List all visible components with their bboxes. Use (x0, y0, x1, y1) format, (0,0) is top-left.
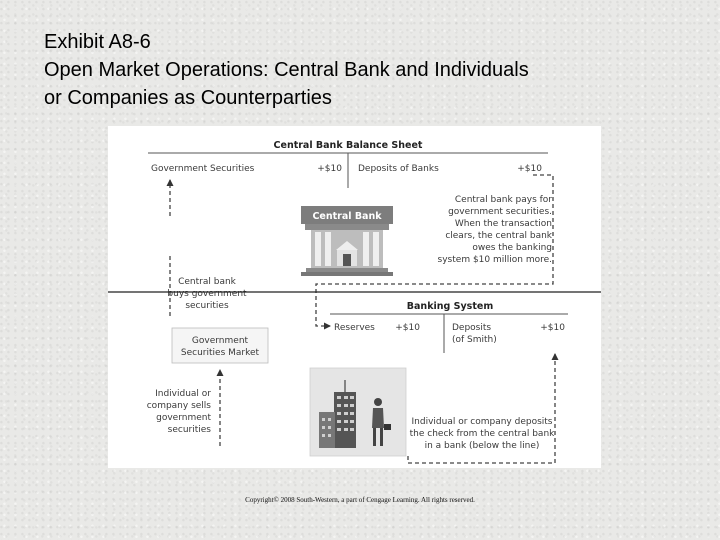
central-bank-pays-note (438, 195, 553, 265)
svg-text:clears, the central bank: clears, the central bank (445, 231, 552, 241)
reserves-label: Reserves (334, 323, 375, 333)
svg-text:When the transaction: When the transaction (454, 219, 552, 229)
exhibit-number: Exhibit A8-6 (44, 31, 151, 53)
central-bank-buys-note (167, 277, 247, 311)
company-and-individual-illustration (310, 368, 406, 456)
individual-deposits-note (410, 417, 556, 451)
reserves-value: +$10 (395, 323, 420, 333)
gov-securities-label: Government Securities (151, 164, 255, 174)
individual-sells-note (147, 389, 212, 435)
svg-text:system $10 million more.: system $10 million more. (437, 255, 552, 265)
svg-text:Central bank pays for: Central bank pays for (454, 195, 552, 205)
svg-text:in a bank (below the line): in a bank (below the line) (424, 441, 540, 451)
svg-text:Government: Government (191, 336, 249, 346)
svg-text:securities: securities (167, 425, 211, 435)
deposits-label: Deposits (452, 323, 492, 333)
svg-text:Individual or company deposits: Individual or company deposits (411, 417, 553, 427)
title-line-2: Open Market Operations: Central Bank and Individuals (44, 59, 529, 81)
svg-text:government: government (156, 413, 211, 423)
title-line-3: or Companies as Counterparties (44, 87, 332, 109)
svg-text:Central bank: Central bank (178, 277, 236, 287)
svg-text:securities: securities (185, 301, 229, 311)
balance-sheet-title: Central Bank Balance Sheet (273, 140, 423, 151)
deposits-of-banks-value: +$10 (517, 164, 542, 174)
central-bank-building-icon (301, 206, 393, 276)
banking-system-title: Banking System (406, 301, 494, 312)
svg-text:government securities.: government securities. (448, 207, 552, 217)
svg-text:company sells: company sells (146, 401, 211, 411)
gov-securities-market-box (172, 328, 268, 363)
svg-text:Securities Market: Securities Market (180, 348, 260, 358)
deposits-of-banks-label: Deposits of Banks (358, 164, 439, 174)
svg-text:the check from the central ban: the check from the central bank (409, 429, 555, 439)
svg-text:Individual or: Individual or (155, 389, 211, 399)
central-bank-label: Central Bank (312, 211, 382, 222)
copyright-notice: Copyright© 2008 South-Western, a part of Cengage Learning. All rights reserved. (245, 496, 475, 504)
deposits-value: +$10 (540, 323, 565, 333)
svg-text:owes the banking: owes the banking (472, 243, 552, 253)
gov-securities-value: +$10 (317, 164, 342, 174)
svg-text:buys government: buys government (167, 289, 247, 299)
slide-title (44, 28, 704, 112)
deposits-of-smith: (of Smith) (452, 335, 497, 345)
figure-panel (108, 126, 601, 468)
open-market-diagram (108, 126, 601, 468)
